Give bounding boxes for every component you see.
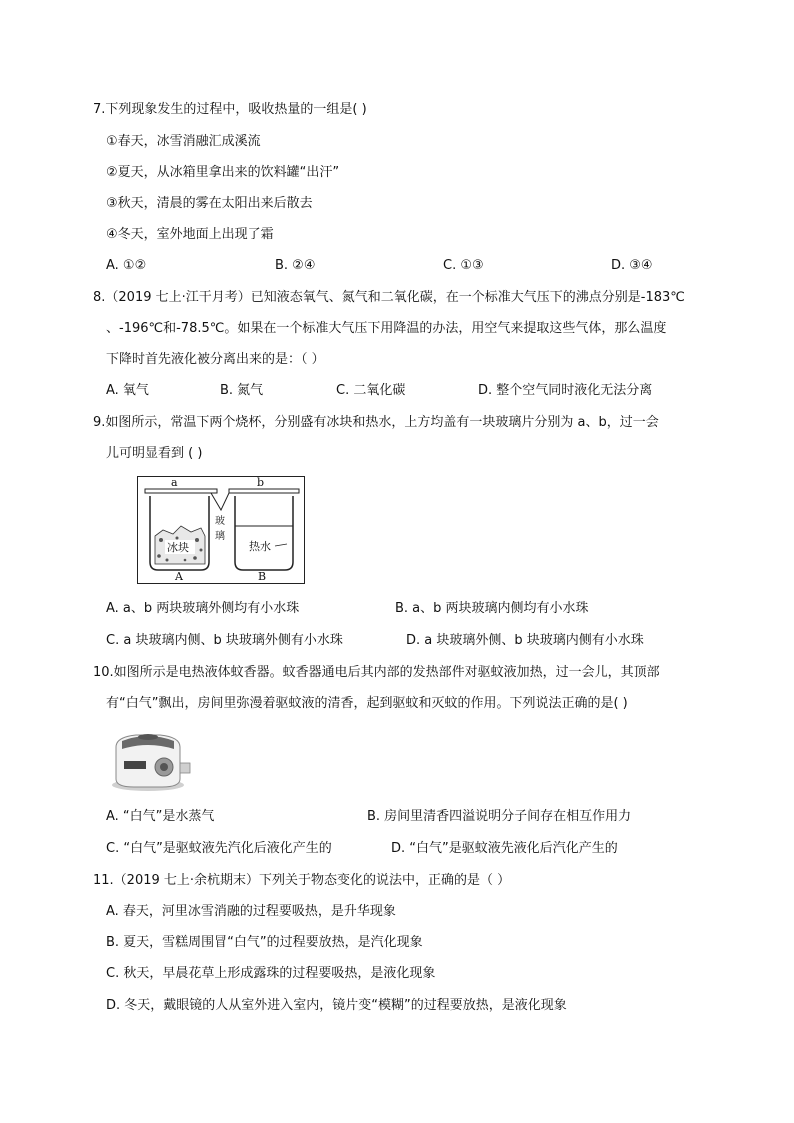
q7-item-1: ①春天，冰雪消融汇成溪流 bbox=[106, 134, 261, 149]
q7-option-b: B. ②④ bbox=[275, 258, 316, 273]
glass-plate-a bbox=[145, 489, 217, 493]
q10-option-b: B. 房间里清香四溢说明分子间存在相互作用力 bbox=[367, 809, 632, 824]
q8-stem-line-1: 8.（2019 七上·江干月考）已知液态氧气、氮气和二氧化碳，在一个标准大气压下的沸点分别是-183℃ bbox=[93, 290, 685, 305]
repeller-dial-center bbox=[160, 763, 168, 771]
q9-option-d: D. a 块玻璃外侧、b 块玻璃内侧有小水珠 bbox=[406, 633, 644, 648]
label-b: b bbox=[257, 476, 265, 489]
q8-option-b: B. 氮气 bbox=[220, 383, 264, 398]
q11-option-a: A. 春天，河里冰雪消融的过程要吸热，是升华现象 bbox=[106, 904, 396, 919]
q8-stem-line-2: 、-196℃和-78.5℃。如果在一个标准大气压下用降温的办法，用空气来提取这些气体，那么温度 bbox=[106, 321, 667, 336]
q10-stem-line-1: 10.如图所示是电热液体蚊香器。蚊香器通电后其内部的发热部件对驱蚊液加热，过一会儿，其顶部 bbox=[93, 665, 660, 680]
q9-option-b: B. a、b 两块玻璃内侧均有小水珠 bbox=[395, 601, 589, 616]
label-glass-1: 玻 bbox=[215, 516, 225, 527]
q7-option-d: D. ③④ bbox=[611, 258, 653, 273]
q11-option-c: C. 秋天，早晨花草上形成露珠的过程要吸热，是液化现象 bbox=[106, 966, 436, 981]
q11-option-d: D. 冬天，戴眼镜的人从室外进入室内，镜片变“模糊”的过程要放热，是液化现象 bbox=[106, 998, 567, 1013]
q7-option-c: C. ①③ bbox=[443, 258, 484, 273]
q8-stem-line-3: 下降时首先液化被分离出来的是：（ ） bbox=[106, 352, 325, 367]
q9-option-a: A. a、b 两块玻璃外侧均有小水珠 bbox=[106, 601, 300, 616]
q10-option-d: D. “白气”是驱蚊液先液化后汽化产生的 bbox=[391, 841, 618, 856]
q7-item-4: ④冬天，室外地面上出现了霜 bbox=[106, 227, 274, 242]
label-a: a bbox=[171, 476, 178, 489]
q10-option-c: C. “白气”是驱蚊液先汽化后液化产生的 bbox=[106, 841, 332, 856]
q9-stem-line-1: 9.如图所示，常温下两个烧杯，分别盛有冰块和热水，上方均盖有一块玻璃片分别为 a、b，过一会 bbox=[93, 415, 659, 430]
mosquito-repeller-image bbox=[108, 727, 194, 793]
q8-option-c: C. 二氧化碳 bbox=[336, 383, 406, 398]
q7-item-2: ②夏天，从冰箱里拿出来的饮料罐“出汗” bbox=[106, 165, 340, 180]
repeller-plug bbox=[180, 763, 190, 773]
q8-option-a: A. 氧气 bbox=[106, 383, 149, 398]
q11-option-b: B. 夏天，雪糕周围冒“白气”的过程要放热，是汽化现象 bbox=[106, 935, 423, 950]
q11-stem: 11.（2019 七上·余杭期末）下列关于物态变化的说法中，正确的是（ ） bbox=[93, 873, 511, 888]
q7-item-3: ③秋天，清晨的雾在太阳出来后散去 bbox=[106, 196, 313, 211]
glass-plate-b bbox=[229, 489, 299, 493]
q9-stem-line-2: 儿可明显看到 ( ) bbox=[106, 446, 203, 461]
repeller-logo bbox=[124, 761, 146, 769]
beakers-figure bbox=[137, 476, 305, 584]
q7-stem: 7.下列现象发生的过程中，吸收热量的一组是( ) bbox=[93, 102, 367, 117]
q10-option-a: A. “白气”是水蒸气 bbox=[106, 809, 215, 824]
label-glass-2: 璃 bbox=[215, 531, 225, 542]
q7-option-a: A. ①② bbox=[106, 258, 147, 273]
label-hot-water: 热水 bbox=[249, 540, 271, 553]
label-beaker-a: A bbox=[175, 570, 183, 583]
q10-stem-line-2: 有“白气”飘出，房间里弥漫着驱蚊液的清香，起到驱蚊和灭蚊的作用。下列说法正确的是( ) bbox=[106, 696, 628, 711]
q8-option-d: D. 整个空气同时液化无法分离 bbox=[478, 383, 653, 398]
label-ice: 冰块 bbox=[167, 541, 189, 554]
q9-option-c: C. a 块玻璃内侧、b 块玻璃外侧有小水珠 bbox=[106, 633, 343, 648]
label-beaker-b: B bbox=[258, 570, 267, 583]
repeller-vent bbox=[138, 734, 158, 740]
